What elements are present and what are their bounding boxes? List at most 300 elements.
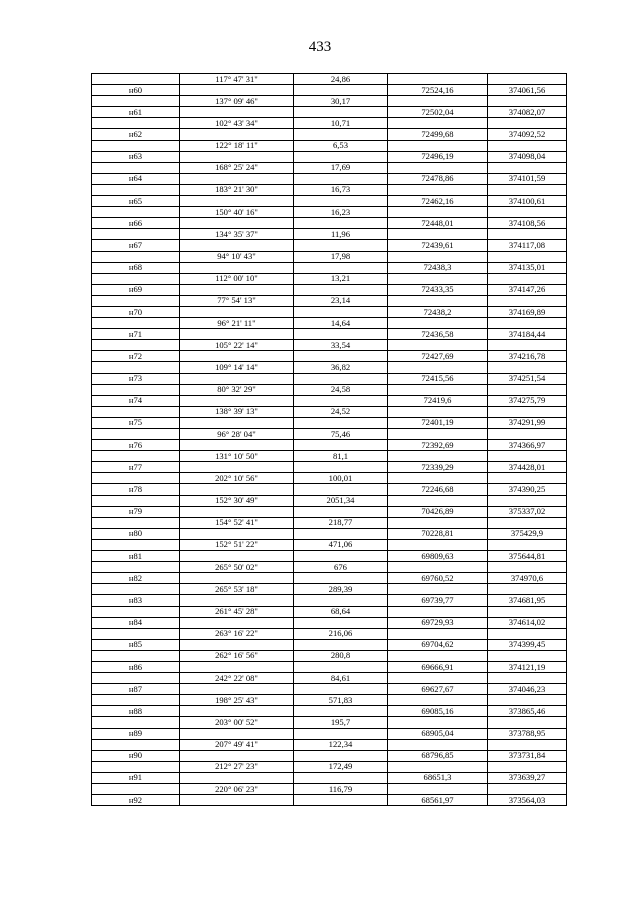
segment-angle: 265° 53' 18" [180,584,294,595]
empty-cell [388,473,488,484]
empty-cell [294,595,388,606]
segment-row [92,584,567,595]
segment-row [92,229,567,240]
segment-angle: 265° 50' 02" [180,562,294,573]
segment-distance: 84,61 [294,673,388,684]
point-x: 72448,01 [388,218,488,229]
empty-cell [180,573,294,584]
empty-cell [92,162,180,173]
point-name: н73 [92,373,180,384]
empty-cell [294,218,388,229]
point-y: 374251,54 [488,373,567,384]
empty-cell [488,495,567,506]
empty-cell [180,240,294,251]
point-x: 69729,93 [388,617,488,628]
empty-cell [180,684,294,695]
point-x: 72499,68 [388,129,488,140]
empty-cell [92,761,180,772]
segment-row [92,784,567,795]
segment-row [92,717,567,728]
point-x: 72427,69 [388,351,488,362]
point-row [92,573,567,584]
empty-cell [294,329,388,340]
segment-angle: 198° 25' 43" [180,695,294,706]
empty-cell [488,295,567,306]
segment-angle: 96° 28' 04" [180,429,294,440]
point-x: 69739,77 [388,595,488,606]
empty-cell [92,517,180,528]
segment-distance: 14,64 [294,318,388,329]
coordinates-table-body [92,74,567,806]
point-x: 72415,56 [388,373,488,384]
empty-cell [488,251,567,262]
point-x: 72433,35 [388,284,488,295]
empty-cell [294,462,388,473]
segment-row [92,673,567,684]
empty-cell [388,517,488,528]
point-y: 373788,95 [488,728,567,739]
empty-cell [180,196,294,207]
segment-angle: 131° 10' 50" [180,451,294,462]
empty-cell [180,617,294,628]
point-x: 69704,62 [388,639,488,650]
point-name: н85 [92,639,180,650]
point-y: 374101,59 [488,173,567,184]
empty-cell [180,85,294,96]
empty-cell [92,784,180,795]
empty-cell [488,717,567,728]
segment-angle: 80° 32' 29" [180,384,294,395]
empty-cell [388,295,488,306]
segment-row [92,384,567,395]
empty-cell [388,539,488,550]
empty-cell [294,196,388,207]
empty-cell [294,684,388,695]
empty-cell [488,584,567,595]
point-y: 374169,89 [488,306,567,317]
empty-cell [488,162,567,173]
empty-cell [294,240,388,251]
point-name: н89 [92,728,180,739]
segment-angle: 262° 16' 56" [180,650,294,661]
empty-cell [294,373,388,384]
empty-cell [488,473,567,484]
point-row [92,617,567,628]
empty-cell [180,506,294,517]
point-x: 72478,86 [388,173,488,184]
point-row [92,351,567,362]
empty-cell [92,717,180,728]
empty-cell [180,151,294,162]
empty-cell [388,229,488,240]
point-x: 70426,89 [388,506,488,517]
empty-cell [294,639,388,650]
segment-distance: 122,34 [294,739,388,750]
empty-cell [488,318,567,329]
point-row [92,795,567,806]
segment-row [92,429,567,440]
empty-cell [388,340,488,351]
point-row [92,462,567,473]
empty-cell [388,384,488,395]
segment-row [92,628,567,639]
point-y: 374366,97 [488,440,567,451]
empty-cell [92,406,180,417]
empty-cell [180,440,294,451]
empty-cell [92,96,180,107]
empty-cell [488,606,567,617]
point-y: 374117,08 [488,240,567,251]
empty-cell [294,107,388,118]
point-y: 373639,27 [488,772,567,783]
point-name: н60 [92,85,180,96]
empty-cell [294,728,388,739]
empty-cell [388,739,488,750]
point-name: н71 [92,329,180,340]
segment-distance: 13,21 [294,273,388,284]
page-number: 433 [308,39,332,55]
point-y: 374100,61 [488,196,567,207]
empty-cell [388,184,488,195]
empty-cell [388,562,488,573]
point-name: н84 [92,617,180,628]
point-x: 72419,6 [388,395,488,406]
empty-cell [180,173,294,184]
empty-cell [92,739,180,750]
segment-distance: 6,53 [294,140,388,151]
point-row [92,129,567,140]
point-name: н67 [92,240,180,251]
point-name: н63 [92,151,180,162]
point-row [92,417,567,428]
segment-distance: 16,73 [294,184,388,195]
empty-cell [92,295,180,306]
empty-cell [92,584,180,595]
segment-distance: 2051,34 [294,495,388,506]
point-y: 374147,26 [488,284,567,295]
point-row [92,639,567,650]
empty-cell [488,74,567,85]
point-x: 72392,69 [388,440,488,451]
point-name: н72 [92,351,180,362]
segment-distance: 36,82 [294,362,388,373]
empty-cell [92,495,180,506]
segment-row [92,650,567,661]
empty-cell [180,306,294,317]
empty-cell [92,229,180,240]
point-name: н70 [92,306,180,317]
point-row [92,728,567,739]
segment-angle: 152° 51' 22" [180,539,294,550]
segment-row [92,184,567,195]
empty-cell [180,129,294,140]
empty-cell [180,329,294,340]
empty-cell [92,251,180,262]
point-y: 374970,6 [488,573,567,584]
empty-cell [488,96,567,107]
point-name: н77 [92,462,180,473]
point-row [92,595,567,606]
point-row [92,528,567,539]
empty-cell [388,650,488,661]
empty-cell [488,273,567,284]
segment-angle: 154° 52' 41" [180,517,294,528]
point-x: 72436,58 [388,329,488,340]
point-row [92,329,567,340]
empty-cell [488,761,567,772]
point-name: н69 [92,284,180,295]
empty-cell [488,784,567,795]
point-x: 72438,2 [388,306,488,317]
point-name: н87 [92,684,180,695]
point-name: н79 [92,506,180,517]
point-y: 374291,99 [488,417,567,428]
empty-cell [388,606,488,617]
point-name: н62 [92,129,180,140]
segment-row [92,207,567,218]
point-row [92,661,567,672]
empty-cell [92,473,180,484]
point-name: н83 [92,595,180,606]
point-row [92,218,567,229]
point-y: 374121,19 [488,661,567,672]
empty-cell [388,318,488,329]
empty-cell [92,628,180,639]
segment-angle: 263° 16' 22" [180,628,294,639]
segment-angle: 77° 54' 13" [180,295,294,306]
empty-cell [294,573,388,584]
empty-cell [488,384,567,395]
segment-row [92,606,567,617]
segment-row [92,318,567,329]
segment-distance: 24,86 [294,74,388,85]
empty-cell [92,74,180,85]
point-x: 72339,29 [388,462,488,473]
segment-row [92,539,567,550]
point-name: н82 [92,573,180,584]
empty-cell [488,406,567,417]
empty-cell [180,772,294,783]
segment-distance: 81,1 [294,451,388,462]
point-y: 373865,46 [488,706,567,717]
segment-distance: 75,46 [294,429,388,440]
point-name: н64 [92,173,180,184]
point-row [92,373,567,384]
empty-cell [488,695,567,706]
segment-distance: 30,17 [294,96,388,107]
point-name: н90 [92,750,180,761]
empty-cell [294,173,388,184]
point-name: н66 [92,218,180,229]
segment-row [92,140,567,151]
segment-row [92,517,567,528]
empty-cell [180,750,294,761]
segment-angle: 117° 47' 31" [180,74,294,85]
segment-distance: 676 [294,562,388,573]
point-name: н74 [92,395,180,406]
empty-cell [294,395,388,406]
empty-cell [180,706,294,717]
segment-distance: 289,39 [294,584,388,595]
point-name: н81 [92,551,180,562]
point-x: 72439,61 [388,240,488,251]
empty-cell [488,739,567,750]
segment-angle: 220° 06' 23" [180,784,294,795]
empty-cell [92,362,180,373]
point-name: н78 [92,484,180,495]
segment-angle: 150° 40' 16" [180,207,294,218]
empty-cell [488,650,567,661]
point-x: 72502,04 [388,107,488,118]
segment-angle: 102° 43' 34" [180,118,294,129]
empty-cell [294,306,388,317]
empty-cell [180,661,294,672]
empty-cell [488,229,567,240]
point-y: 373731,84 [488,750,567,761]
segment-row [92,162,567,173]
empty-cell [294,262,388,273]
segment-angle: 168° 25' 24" [180,162,294,173]
point-x: 69085,16 [388,706,488,717]
coordinates-table [91,73,567,806]
point-y: 374092,52 [488,129,567,140]
segment-angle: 207° 49' 41" [180,739,294,750]
segment-row [92,761,567,772]
segment-distance: 571,83 [294,695,388,706]
segment-angle: 202° 10' 56" [180,473,294,484]
point-row [92,85,567,96]
segment-angle: 242° 22' 08" [180,673,294,684]
segment-distance: 33,54 [294,340,388,351]
empty-cell [180,484,294,495]
empty-cell [388,162,488,173]
point-y: 374135,01 [488,262,567,273]
empty-cell [294,506,388,517]
point-y: 374275,79 [488,395,567,406]
empty-cell [180,395,294,406]
empty-cell [92,429,180,440]
point-row [92,284,567,295]
point-y: 374216,78 [488,351,567,362]
point-x: 70228,81 [388,528,488,539]
point-row [92,706,567,717]
empty-cell [294,484,388,495]
point-x: 68905,04 [388,728,488,739]
empty-cell [488,362,567,373]
empty-cell [180,107,294,118]
point-y: 374399,45 [488,639,567,650]
segment-distance: 218,77 [294,517,388,528]
point-name: н61 [92,107,180,118]
segment-row [92,251,567,262]
point-row [92,684,567,695]
point-y: 374046,23 [488,684,567,695]
empty-cell [294,151,388,162]
point-y: 374082,07 [488,107,567,118]
segment-angle: 112° 00' 10" [180,273,294,284]
empty-cell [388,429,488,440]
point-row [92,107,567,118]
segment-distance: 471,06 [294,539,388,550]
segment-row [92,406,567,417]
point-x: 68561,97 [388,795,488,806]
segment-angle: 122° 18' 11" [180,140,294,151]
empty-cell [388,140,488,151]
empty-cell [294,129,388,140]
segment-distance: 11,96 [294,229,388,240]
segment-distance: 24,52 [294,406,388,417]
point-x: 69760,52 [388,573,488,584]
empty-cell [294,706,388,717]
point-name: н91 [92,772,180,783]
point-row [92,151,567,162]
point-row [92,306,567,317]
point-name: н65 [92,196,180,207]
point-row [92,395,567,406]
empty-cell [92,184,180,195]
empty-cell [92,539,180,550]
segment-angle: 212° 27' 23" [180,761,294,772]
empty-cell [488,140,567,151]
empty-cell [92,340,180,351]
empty-cell [294,661,388,672]
point-name: н86 [92,661,180,672]
segment-row [92,451,567,462]
point-name: н92 [92,795,180,806]
empty-cell [92,118,180,129]
empty-cell [388,74,488,85]
segment-angle: 137° 09' 46" [180,96,294,107]
segment-angle: 96° 21' 11" [180,318,294,329]
segment-row [92,340,567,351]
segment-distance: 100,01 [294,473,388,484]
segment-distance: 17,69 [294,162,388,173]
empty-cell [294,617,388,628]
segment-angle: 183° 21' 30" [180,184,294,195]
segment-angle: 203° 00' 52" [180,717,294,728]
point-x: 72401,19 [388,417,488,428]
empty-cell [388,695,488,706]
point-name: н88 [92,706,180,717]
segment-angle: 138° 39' 13" [180,406,294,417]
point-row [92,262,567,273]
segment-distance: 216,06 [294,628,388,639]
point-x: 72496,19 [388,151,488,162]
empty-cell [294,528,388,539]
segment-distance: 172,49 [294,761,388,772]
segment-row [92,74,567,85]
empty-cell [92,273,180,284]
segment-row [92,295,567,306]
empty-cell [294,440,388,451]
coordinates-table-wrapper [91,73,567,806]
empty-cell [388,273,488,284]
empty-cell [180,373,294,384]
empty-cell [488,118,567,129]
point-name: н68 [92,262,180,273]
segment-distance: 195,7 [294,717,388,728]
empty-cell [388,673,488,684]
segment-angle: 94° 10' 43" [180,251,294,262]
empty-cell [92,451,180,462]
empty-cell [294,351,388,362]
empty-cell [488,673,567,684]
point-row [92,440,567,451]
segment-distance: 23,14 [294,295,388,306]
point-row [92,551,567,562]
segment-row [92,739,567,750]
segment-row [92,473,567,484]
